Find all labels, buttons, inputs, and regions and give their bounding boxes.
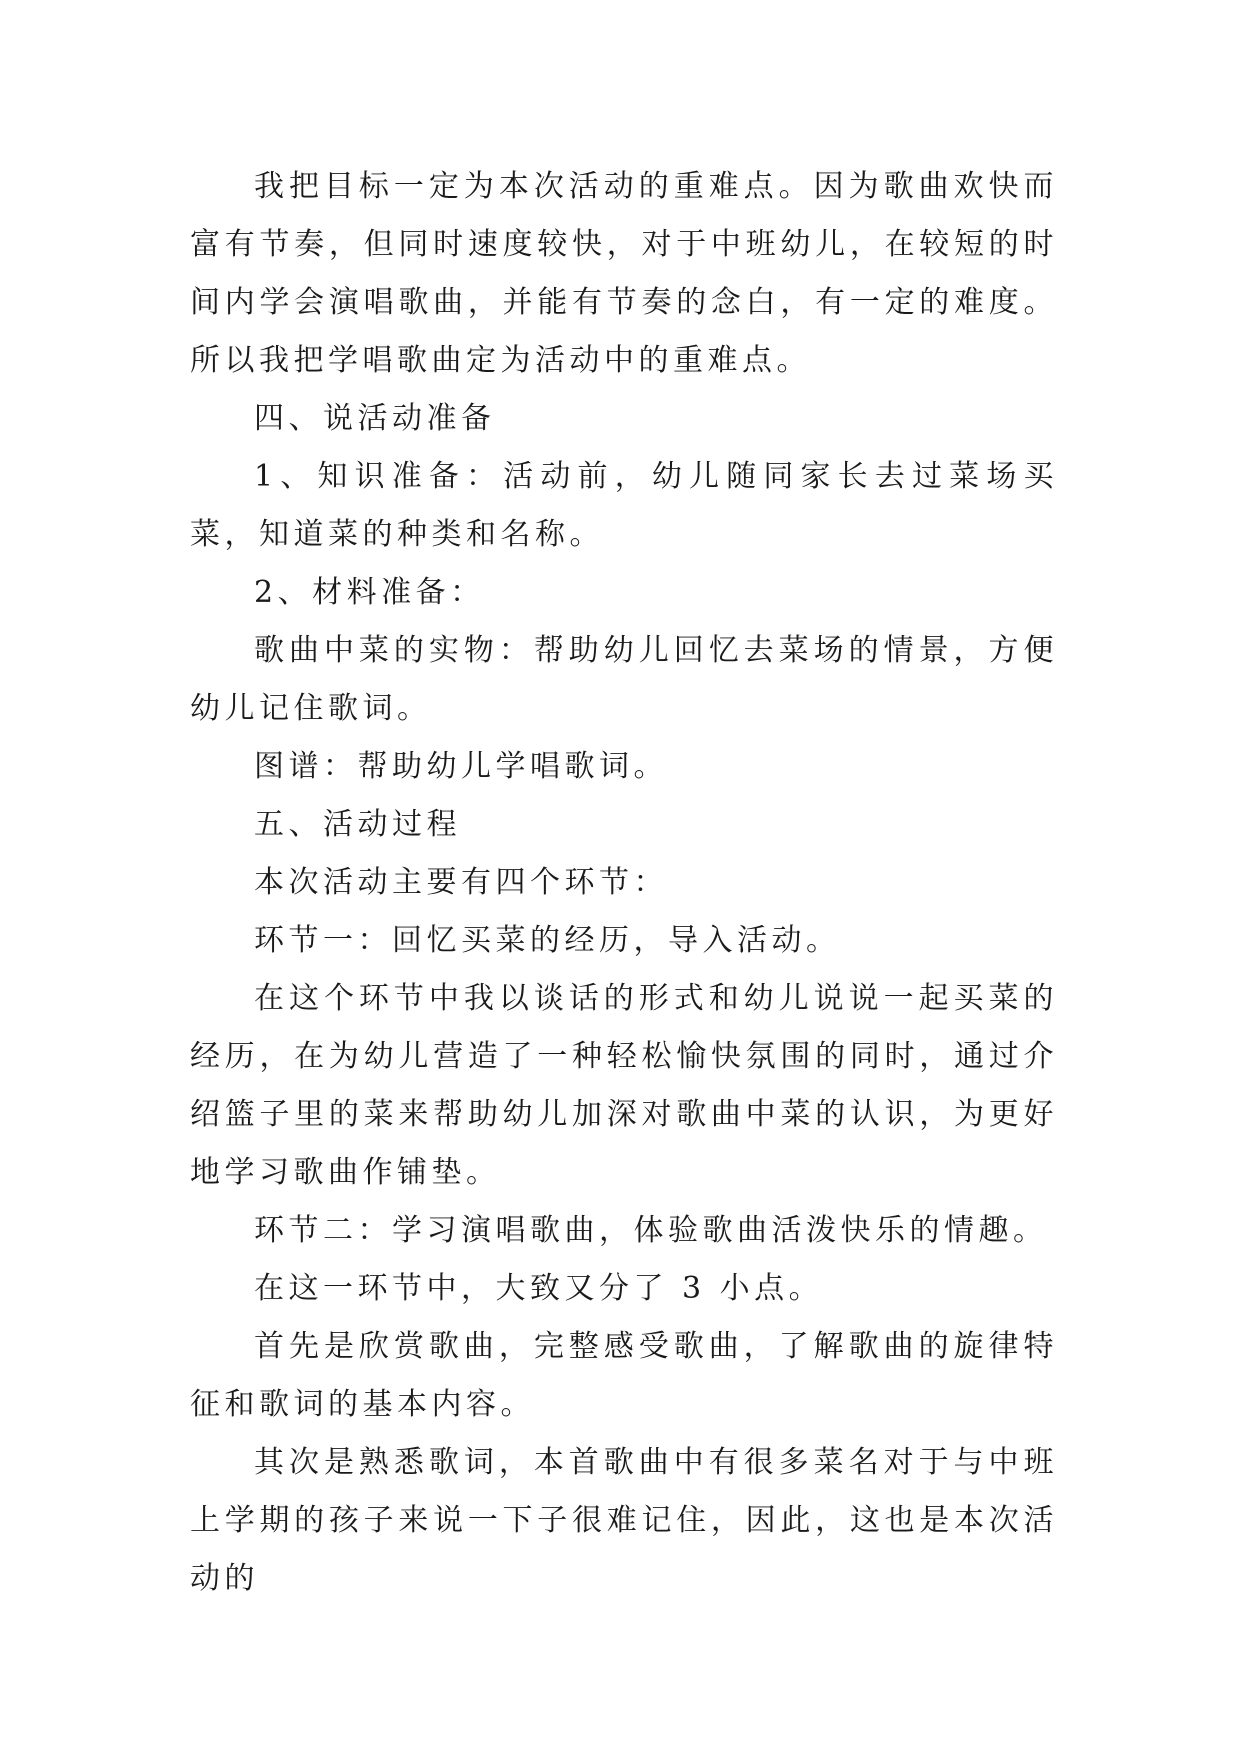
paragraph-first-appreciate: 首先是欣赏歌曲，完整感受歌曲，了解歌曲的旋律特征和歌词的基本内容。 — [190, 1329, 1058, 1422]
section-heading-process: 五、活动过程 — [254, 807, 461, 842]
paragraph-second-lyrics: 其次是熟悉歌词，本首歌曲中有很多菜名对于与中班上学期的孩子来说一下子很难记住，因此，这也是本次活动的 — [190, 1445, 1058, 1596]
paragraph-stage-two-points: 在这一环节中，大致又分了 3 小点。 — [254, 1271, 824, 1306]
paragraph-stage-two: 环节二：学习演唱歌曲，体验歌曲活泼快乐的情趣。 — [254, 1213, 1048, 1248]
section-heading-preparation: 四、说活动准备 — [254, 401, 496, 436]
paragraph-stage-one-detail: 在这个环节中我以谈话的形式和幼儿说说一起买菜的经历，在为幼儿营造了一种轻松愉快氛围的同时，通过介绍篮子里的菜来帮助幼儿加深对歌曲中菜的认识，为更好地学习歌曲作铺垫。 — [190, 981, 1058, 1190]
document-body — [190, 158, 1058, 1608]
paragraph-stage-one: 环节一：回忆买菜的经历，导入活动。 — [254, 923, 841, 958]
paragraph-vegetable-objects: 歌曲中菜的实物：帮助幼儿回忆去菜场的情景，方便幼儿记住歌词。 — [190, 633, 1058, 726]
paragraph-picture-score: 图谱：帮助幼儿学唱歌词。 — [254, 749, 668, 784]
paragraph-material-prep: 2、材料准备： — [254, 575, 485, 610]
paragraph-knowledge-prep: 1、知识准备：活动前，幼儿随同家长去过菜场买菜，知道菜的种类和名称。 — [190, 459, 1058, 552]
paragraph-four-stages: 本次活动主要有四个环节： — [254, 865, 668, 900]
paragraph-key-difficulty: 我把目标一定为本次活动的重难点。因为歌曲欢快而富有节奏，但同时速度较快，对于中班幼儿，在较短的时间内学会演唱歌曲，并能有节奏的念白，有一定的难度。所以我把学唱歌曲定为活动中的重难点。 — [190, 169, 1058, 378]
